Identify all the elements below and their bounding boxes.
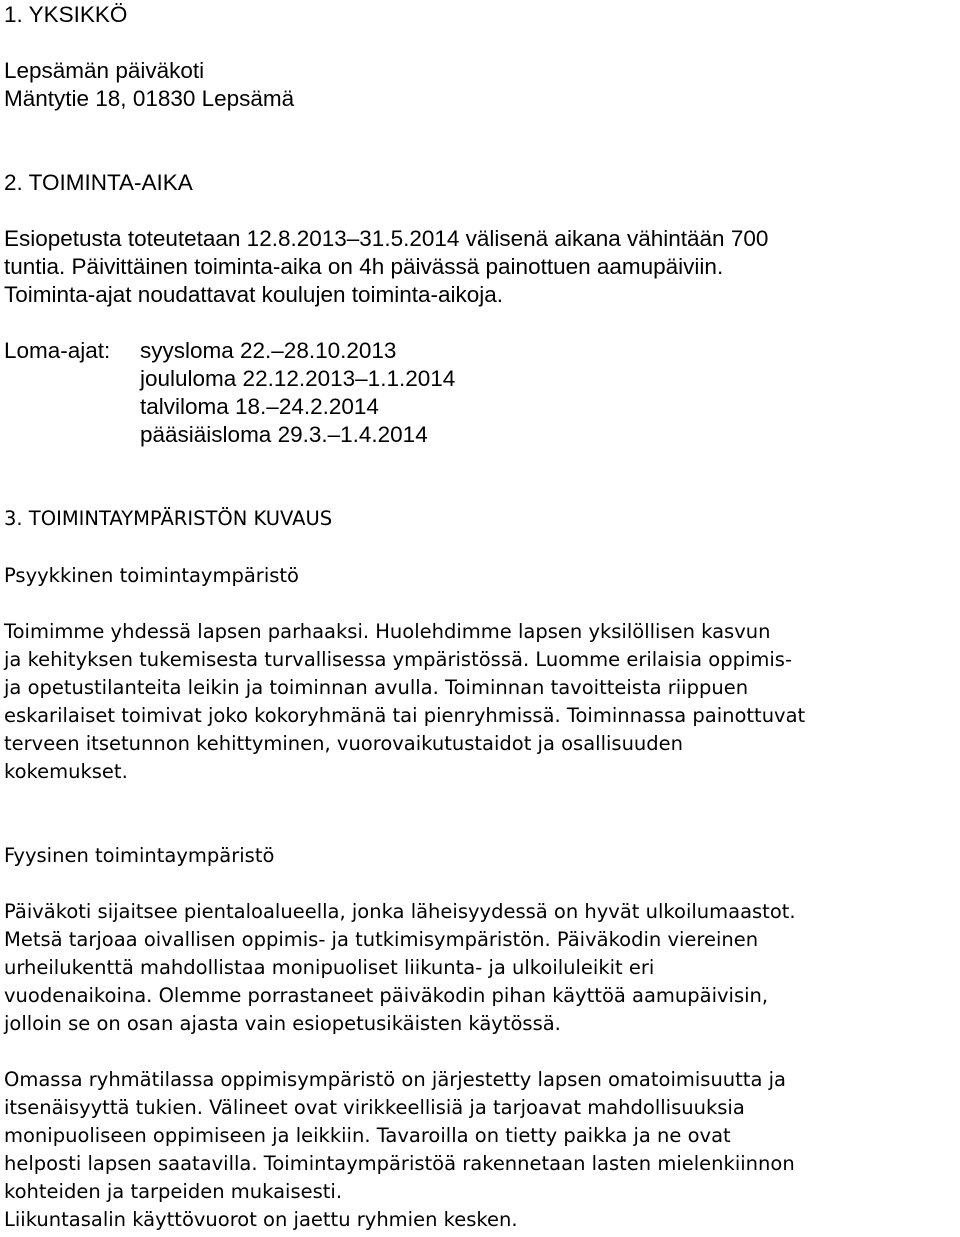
paragraph-line: ja opetustilanteita leikin ja toiminnan avulla. Toiminnan tavoitteista riippuen	[4, 676, 749, 699]
paragraph-line: kohteiden ja tarpeiden mukaisesti.	[4, 1180, 343, 1203]
paragraph-line: Metsä tarjoaa oivallisen oppimis- ja tutkimisympäristön. Päiväkodin viereinen	[4, 928, 759, 951]
paragraph-line: ja kehityksen tukemisesta turvallisessa ympäristössä. Luomme erilaisia oppimis-	[4, 648, 792, 671]
paragraph-line: terveen itsetunnon kehittyminen, vuorovaikutustaidot ja osallisuuden	[4, 732, 684, 755]
paragraph-line: jolloin se on osan ajasta vain esiopetusikäisten käytössä.	[4, 1012, 561, 1035]
holiday-item: talviloma 18.–24.2.2014	[140, 394, 379, 419]
paragraph-line: monipuoliseen oppimiseen ja leikkiin. Tavaroilla on tietty paikka ja ne ovat	[4, 1124, 731, 1147]
unit-name: Lepsämän päiväkoti	[4, 58, 205, 83]
paragraph-line: eskarilaiset toimivat joko kokoryhmänä tai pienryhmissä. Toiminnassa painottuvat	[4, 704, 806, 727]
holidays-label: Loma-ajat:	[4, 338, 111, 363]
unit-address: Mäntytie 18, 01830 Lepsämä	[4, 86, 295, 111]
psych-heading: Psyykkinen toimintaympäristö	[4, 564, 299, 587]
paragraph-line: Esiopetusta toteutetaan 12.8.2013–31.5.2014 välisenä aikana vähintään 700	[4, 226, 769, 251]
section-3-heading: 3. TOIMINTAYMPÄRISTÖN KUVAUS	[4, 507, 333, 530]
paragraph-line: Toiminta-ajat noudattavat koulujen toiminta-aikoja.	[4, 282, 504, 307]
paragraph-line: kokemukset.	[4, 760, 128, 783]
holiday-item: syysloma 22.–28.10.2013	[140, 338, 397, 363]
paragraph-line: helposti lapsen saatavilla. Toimintaympäristöä rakennetaan lasten mielenkiinnon	[4, 1152, 795, 1175]
paragraph-line: vuodenaikoina. Olemme porrastaneet päiväkodin pihan käyttöä aamupäivisin,	[4, 984, 769, 1007]
holiday-item: joululoma 22.12.2013–1.1.2014	[140, 366, 456, 391]
section-1-heading: 1. YKSIKKÖ	[4, 2, 128, 27]
phys-heading: Fyysinen toimintaympäristö	[4, 844, 275, 867]
paragraph-line: itsenäisyyttä tukien. Välineet ovat virikkeellisiä ja tarjoavat mahdollisuuksia	[4, 1096, 745, 1119]
paragraph-line: Liikuntasalin käyttövuorot on jaettu ryhmien kesken.	[4, 1208, 518, 1231]
paragraph-line: Omassa ryhmätilassa oppimisympäristö on järjestetty lapsen omatoimisuutta ja	[4, 1068, 786, 1091]
section-2-heading: 2. TOIMINTA-AIKA	[4, 170, 193, 195]
paragraph-line: Päiväkoti sijaitsee pientaloalueella, jonka läheisyydessä on hyvät ulkoilumaastot.	[4, 900, 796, 923]
paragraph-line: tuntia. Päivittäinen toiminta-aika on 4h päivässä painottuen aamupäiviin.	[4, 254, 724, 279]
paragraph-line: Toimimme yhdessä lapsen parhaaksi. Huolehdimme lapsen yksilöllisen kasvun	[4, 620, 771, 643]
holiday-item: pääsiäisloma 29.3.–1.4.2014	[140, 422, 428, 447]
paragraph-line: urheilukenttä mahdollistaa monipuoliset liikunta- ja ulkoiluleikit eri	[4, 956, 655, 979]
